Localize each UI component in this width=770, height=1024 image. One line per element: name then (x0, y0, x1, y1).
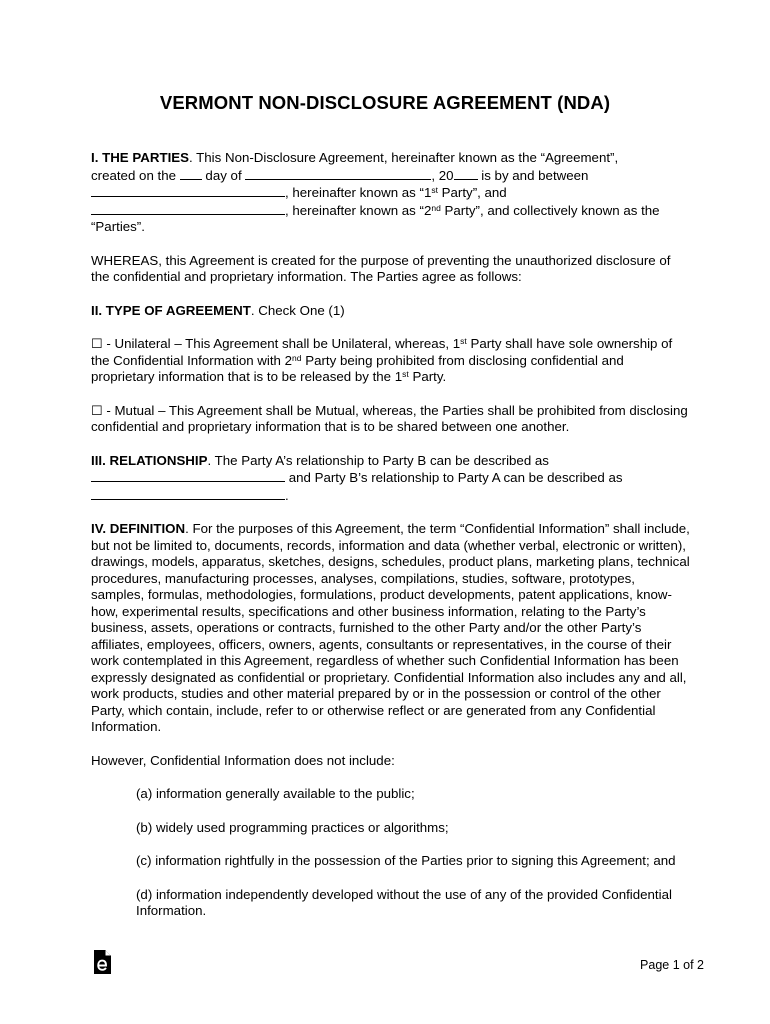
blank-party-1[interactable] (91, 184, 285, 197)
section-heading-relationship: III. RELATIONSHIP (91, 452, 208, 468)
page-number: Page 1 of 2 (640, 958, 704, 972)
exclusion-d: (d) information independently developed without the use of any of the provided Confidential Information. (136, 886, 672, 918)
section-heading-parties: I. THE PARTIES (91, 150, 190, 165)
however-paragraph: However, Confidential Information does not include: (91, 752, 395, 768)
section-heading-definition: IV. DEFINITION (91, 521, 186, 536)
section-heading-type: II. TYPE OF AGREEMENT (91, 302, 251, 318)
document-body (91, 150, 691, 937)
blank-relationship-a[interactable] (91, 469, 285, 482)
exclusion-a: (a) information generally available to the public; (136, 786, 415, 801)
eforms-logo-icon (92, 949, 112, 975)
checkbox-unilateral[interactable]: ☐ (91, 336, 103, 351)
blank-year[interactable] (454, 167, 478, 180)
checkbox-mutual[interactable]: ☐ (91, 402, 103, 418)
blank-party-2[interactable] (91, 202, 285, 215)
section-definition: IV. DEFINITION. For the purposes of this Agreement, the term “Confidential Information” shall include, but not be limited to, documents, records, information and data (whether verbal, electronic or written), drawings, models, apparatus, sketches, designs, schedules, product plans, marketing plans, technical procedures, manufacturing processes, analyses, compilations, studies, software, prototypes, samples, formulas, methodologies, formulations, product developments, patent applications, know-how, experimental results, specifications and other business information, relating to the Party’s business, assets, operations or contracts, furnished to the other Party and/or the other Party’s affiliates, employees, officers, owners, agents, consultants or representatives, in the course of their work contemplated in this Agreement, regardless of whether such Confidential Information has been expressly designated as confidential or proprietary. Confidential Information also includes any and all, work products, studies and other material prepared by or in the possession or control of the other Party, which contain, include, refer to or otherwise reflect or are generated from any Confidential Information. (91, 521, 690, 734)
option-mutual: ☐ - Mutual – This Agreement shall be Mutual, whereas, the Parties shall be prohibited from disclosing confidential and proprietary information that is to be shared between one another. (91, 402, 688, 434)
blank-day[interactable] (180, 167, 202, 180)
section-parties: I. THE PARTIES. This Non-Disclosure Agreement, hereinafter known as the “Agreement”, created on the day of , 20 is by and between , hereinafter known as “1st Party”, and , hereinafter known as “2nd Party”, and collectively known as the “Parties”. (91, 150, 660, 234)
blank-month[interactable] (245, 167, 431, 180)
section-relationship: III. RELATIONSHIP. The Party A’s relationship to Party B can be described as and Party B’s relationship to Party A can be described as . (91, 452, 623, 503)
option-unilateral: ☐ - Unilateral – This Agreement shall be Unilateral, whereas, 1st Party shall have sole ownership of the Confidential Information with 2nd Party being prohibited from disclosing confidential and proprietary information that is to be released by the 1st Party. (91, 336, 673, 384)
document-title: VERMONT NON-DISCLOSURE AGREEMENT (NDA) (159, 92, 611, 113)
exclusion-c: (c) information rightfully in the possession of the Parties prior to signing this Agreement; and (136, 853, 676, 868)
blank-relationship-b[interactable] (91, 487, 285, 500)
section-type: II. TYPE OF AGREEMENT. Check One (1) (91, 302, 345, 318)
whereas-paragraph: WHEREAS, this Agreement is created for the purpose of preventing the unauthorized disclosure of the confidential and proprietary information. The Parties agree as follows: (91, 252, 671, 284)
exclusion-b: (b) widely used programming practices or algorithms; (136, 819, 449, 835)
